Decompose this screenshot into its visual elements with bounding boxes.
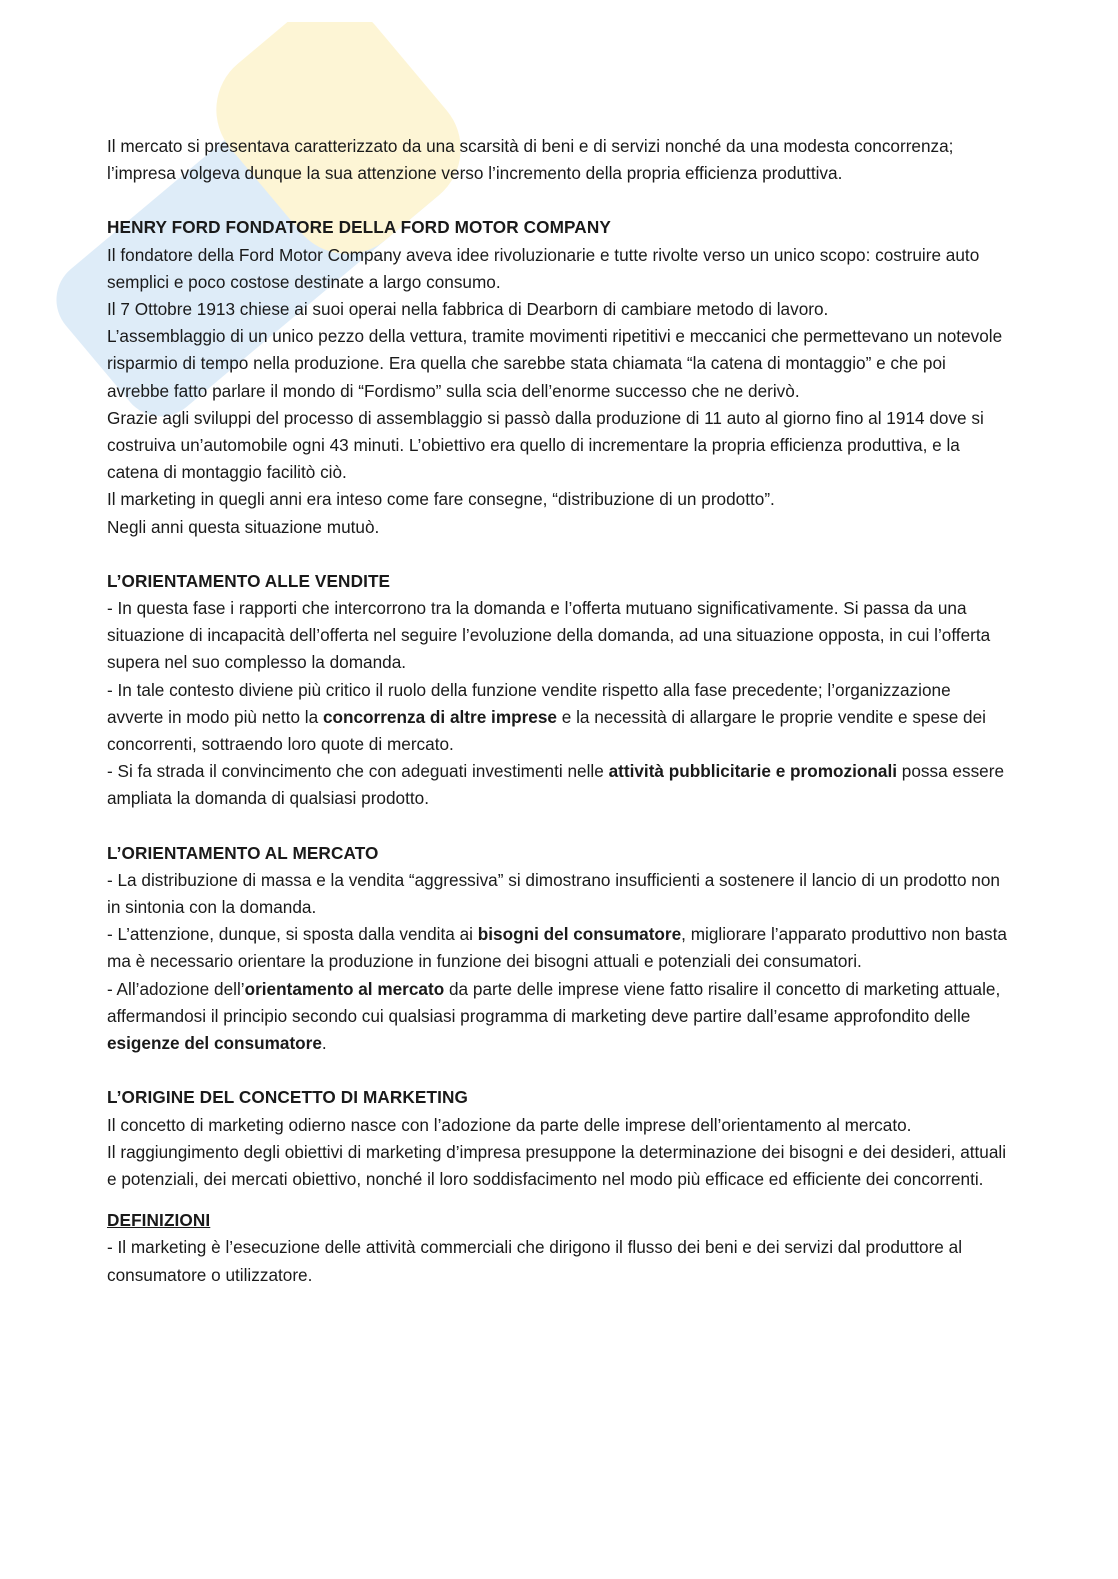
ford-paragraph-6: Negli anni questa situazione mutuò. — [107, 516, 380, 537]
highlight-attivita-pubblicitarie: attività pubblicitarie e promozionali — [608, 761, 897, 782]
highlight-concorrenza: concorrenza di altre imprese — [322, 706, 557, 727]
vendite-paragraph-2: - In tale contesto diviene più critico il ruolo della funzione vendite rispetto alla fase precedente; l’organizzazione avverte in modo più netto la concorrenza di altre imprese e la necessità di allargare le proprie vendite e spese dei concorrenti, sottraendo loro quote di mercato. — [107, 679, 986, 755]
ford-paragraph-1: Il fondatore della Ford Motor Company aveva idee rivoluzionarie e tutte rivolte verso un unico scopo: costruire auto semplici e poco costose destinate a largo consumo. — [107, 244, 980, 292]
ford-paragraph-2: Il 7 Ottobre 1913 chiese ai suoi operai nella fabbrica di Dearborn di cambiare metodo di lavoro. — [107, 299, 829, 320]
origine-paragraph-1: Il concetto di marketing odierno nasce con l’adozione da parte delle imprese dell’orientamento al mercato. — [107, 1114, 912, 1135]
ford-paragraph-5: Il marketing in quegli anni era inteso come fare consegne, “distribuzione di un prodotto”. — [107, 489, 775, 510]
mercato-paragraph-3: - All’adozione dell’orientamento al mercato da parte delle imprese viene fatto risalire il concetto di marketing attuale, affermandosi il principio secondo cui qualsiasi programma di marketing deve partire dall’esame approfondito delle esigenze del consumatore. — [107, 978, 1001, 1054]
section-title-vendite: L’ORIENTAMENTO ALLE VENDITE — [107, 570, 391, 591]
vendite-paragraph-3: - Si fa strada il convincimento che con adeguati investimenti nelle attività pubblicitarie e promozionali possa essere ampliata la domanda di qualsiasi prodotto. — [107, 761, 1005, 809]
section-title-origine: L’ORIGINE DEL CONCETTO DI MARKETING — [107, 1087, 468, 1108]
highlight-esigenze-consumatore: esigenze del consumatore — [107, 1033, 322, 1054]
intro-paragraph: Il mercato si presentava caratterizzato da una scarsità di beni e di servizi nonché da una modesta concorrenza; l’impresa volgeva dunque la sua attenzione verso l’incremento della propria efficienza produttiva. — [107, 136, 954, 184]
mercato-paragraph-1: - La distribuzione di massa e la vendita “aggressiva” si dimostrano insufficienti a sostenere il lancio di un prodotto non in sintonia con la domanda. — [107, 869, 1000, 918]
document-page — [107, 133, 1007, 1289]
highlight-orientamento-mercato: orientamento al mercato — [244, 978, 445, 999]
ford-paragraph-4: Grazie agli sviluppi del processo di assemblaggio si passò dalla produzione di 11 auto al giorno fino al 1914 dove si costruiva un’automobile ogni 43 minuti. L’obiettivo era quello di incrementare la propria efficienza produttiva, e la catena di montaggio facilitò ciò. — [107, 407, 984, 483]
origine-paragraph-2: Il raggiungimento degli obiettivi di marketing d’impresa presuppone la determinazione dei bisogni e dei desideri, attuali e potenziali, dei mercati obiettivo, nonché il loro soddisfacimento nel modo più efficace ed efficiente dei concorrenti. — [107, 1141, 1007, 1189]
section-title-ford: HENRY FORD FONDATORE DELLA FORD MOTOR COMPANY — [107, 217, 611, 238]
section-title-mercato: L’ORIENTAMENTO AL MERCATO — [107, 842, 379, 863]
vendite-paragraph-1: - In questa fase i rapporti che intercorrono tra la domanda e l’offerta mutuano significativamente. Si passa da una situazione di incapacità dell’offerta nel seguire l’evoluzione della domanda, ad una situazione opposta, in cui l’offerta supera nel suo complesso la domanda. — [107, 598, 991, 673]
section-title-definizioni: DEFINIZIONI — [107, 1210, 211, 1231]
ford-paragraph-3: L’assemblaggio di un unico pezzo della vettura, tramite movimenti ripetitivi e meccanici che permettevano un notevole risparmio di tempo nella produzione. Era quella che sarebbe stata chiamata “la catena di montaggio” e che poi avrebbe fatto parlare il mondo di “Fordismo” sulla scia dell’enorme successo che ne derivò. — [107, 326, 1003, 401]
mercato-paragraph-2: - L’attenzione, dunque, si sposta dalla vendita ai bisogni del consumatore, migliorare l’apparato produttivo non basta ma è necessario orientare la produzione in funzione dei bisogni attuali e potenziali dei consumatori. — [107, 924, 1007, 972]
highlight-bisogni-consumatore: bisogni del consumatore — [477, 924, 682, 945]
definizioni-paragraph-1: - Il marketing è l’esecuzione delle attività commerciali che dirigono il flusso dei beni e dei servizi dal produttore al consumatore o utilizzatore. — [107, 1237, 963, 1285]
